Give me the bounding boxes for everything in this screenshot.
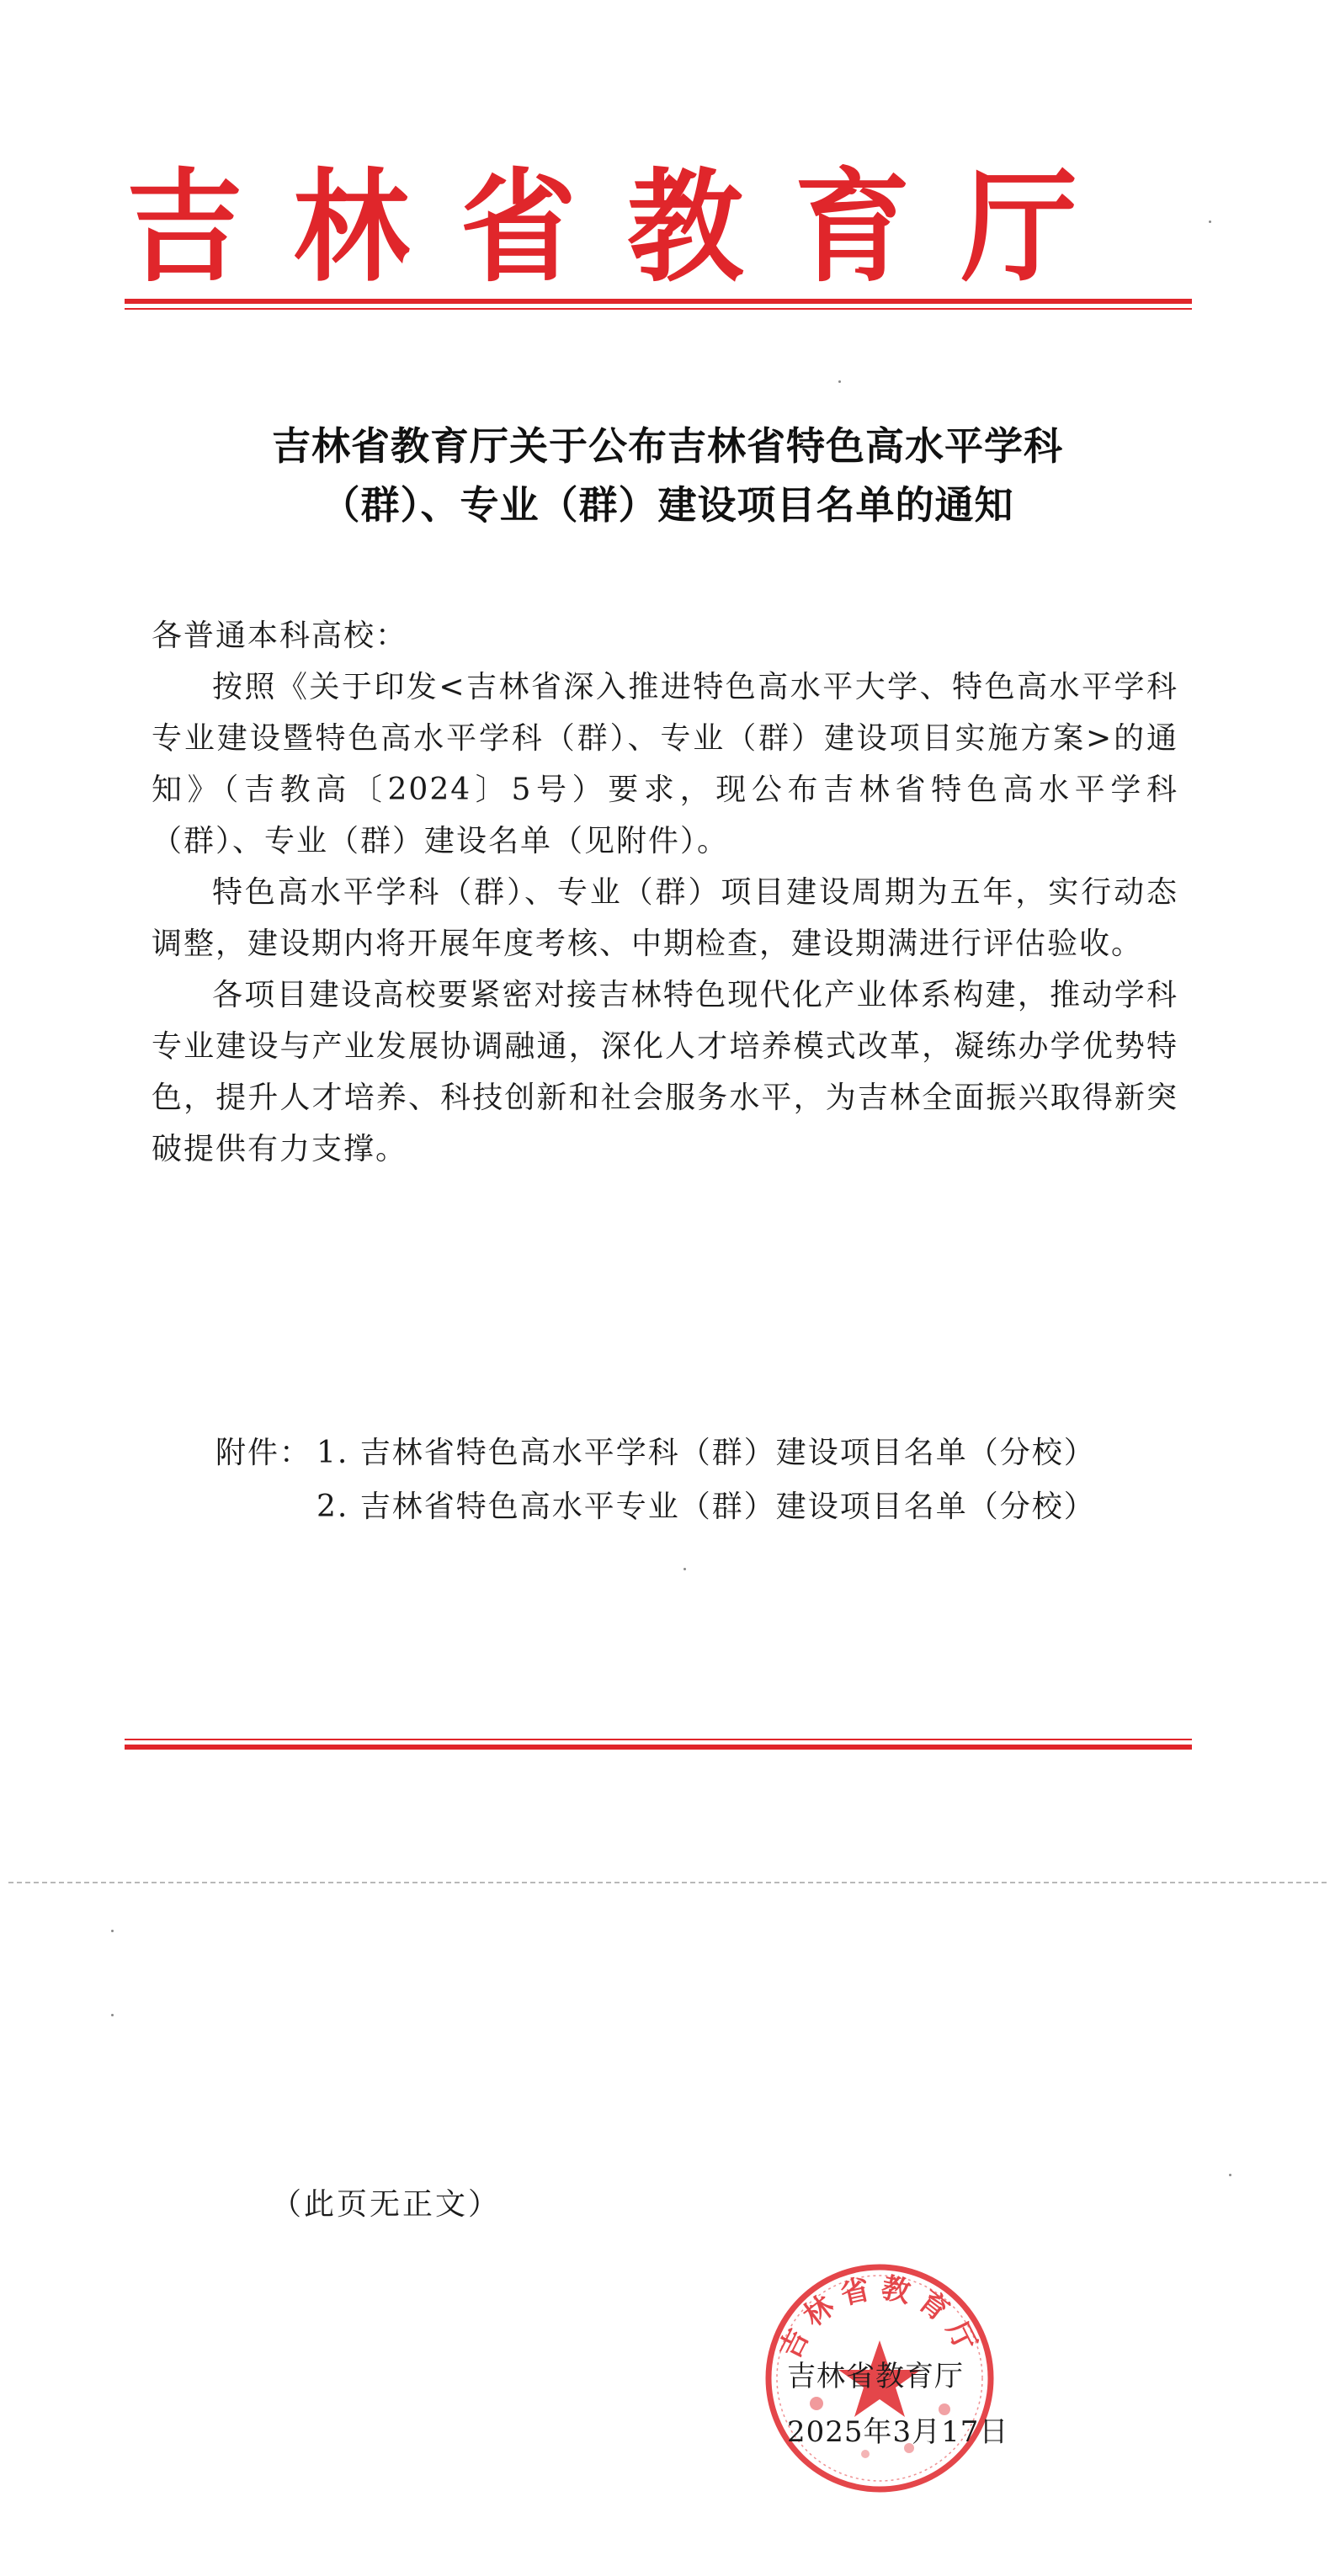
footer-red-rule (125, 1739, 1192, 1750)
letterhead-char: 育 (794, 154, 911, 300)
attachments-list (215, 1426, 1096, 1534)
body-paragraph: 各项目建设高校要紧密对接吉林特色现代化产业体系构建，推动学科专业建设与产业发展协调融通，深化人才培养模式改革，凝练办学优势特色，提升人才培养、科技创新和社会服务水平，为吉林全面振兴取得新突破提供有力支撑。 (152, 978, 1178, 1166)
issuer-name: 吉林省教育厅 (787, 2360, 964, 2393)
issue-date: 2025年3月17日 (787, 2415, 1009, 2449)
letterhead-char: 省 (460, 154, 577, 300)
salutation: 各普通本科高校： (152, 619, 408, 653)
no-text-note: （此页无正文） (271, 2187, 502, 2222)
attachment-item: 2. 吉林省特色高水平专业（群）建设项目名单（分校） (316, 1490, 1096, 1524)
body-paragraph: 特色高水平学科（群）、专业（群）项目建设周期为五年，实行动态调整，建设期内将开展年度考核、中期检查，建设期满进行评估验收。 (152, 875, 1178, 961)
document-title (135, 417, 1200, 534)
letterhead-char: 厅 (960, 154, 1077, 300)
document-body (152, 610, 1178, 1175)
page-break (8, 1882, 1327, 1883)
document-page-2 (0, 1886, 1335, 2576)
signature-block (787, 2349, 1008, 2460)
letterhead (126, 156, 1077, 299)
attachments-label: 附件： (215, 1436, 312, 1470)
letterhead-char: 吉 (126, 154, 243, 300)
title-line-1: 吉林省教育厅关于公布吉林省特色高水平学科 (272, 423, 1063, 469)
letterhead-char: 教 (627, 154, 744, 300)
letterhead-char: 林 (293, 154, 410, 300)
attachment-item: 1. 吉林省特色高水平学科（群）建设项目名单（分校） (316, 1436, 1096, 1470)
body-paragraph: 按照《关于印发<吉林省深入推进特色高水平大学、特色高水平学科专业建设暨特色高水平学科（群）、专业（群）建设项目实施方案>的通知》（吉教高〔2024〕5号）要求，现公布吉林省特色高水平学科（群）、专业（群）建设名单（见附件）。 (152, 670, 1178, 858)
seal-text: 吉林省教育厅 (773, 2271, 987, 2365)
letterhead-red-rule (125, 299, 1192, 310)
title-line-2: （群）、专业（群）建设项目名单的通知 (321, 482, 1014, 528)
